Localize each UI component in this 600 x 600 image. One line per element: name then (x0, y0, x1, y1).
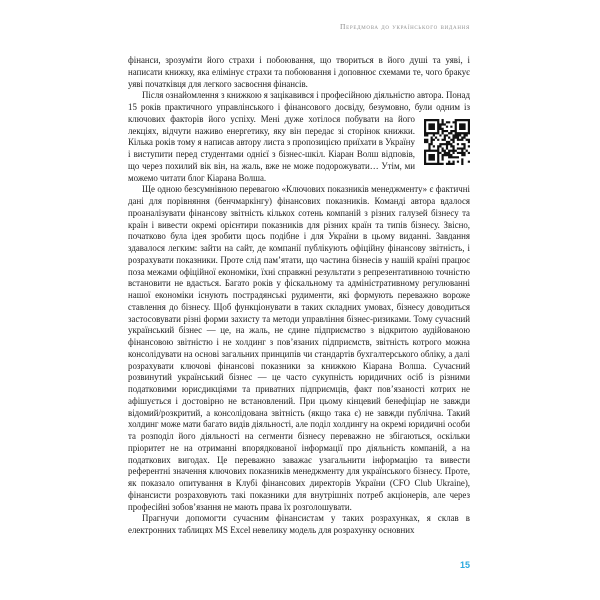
body-text (128, 55, 470, 537)
paragraph-text: Прагнучи допомогти сучасним фінансистам у таких розрахунках, я склав в електронних таблицях MS Excel невелику модель для розрахунку основних (128, 513, 470, 535)
page-number: 15 (459, 560, 470, 570)
running-head: Передмова до українського видання (340, 22, 470, 31)
paragraph (128, 513, 470, 537)
paragraph-text: фінанси, зрозуміти його страхи і побоювання, що твориться в його душі та уяві, і написати книжку, яка елімінує страхи та побоювання і доповнює схемами те, чого бракує уяві початківця для легкого засвоєння фінансів. (128, 55, 470, 89)
qr-code-icon (424, 119, 470, 165)
paragraph (128, 90, 470, 184)
paragraph-text: Після ознайомлення з книжкою я зацікавився і професійною діяльністю автора. Понад 15 років практичного управлінського і фінансового досвіду, безумовно, були одним із ключових факторів його успіху. Мені дуже хотілося побувати на його лекціях, відчути наживо енергетику, яку він передає зі сторінок книжки. Кілька років тому я написав автору листа з пропозицією приїхати в Україну і виступити перед студентами однієї з бізнес-шкіл. Кіаран Волш відповів, що через похилий вік він, на жаль, вже не може подорожувати… Утім, ми можемо читати блог Кіарана Волша. (128, 90, 470, 183)
paragraph (128, 184, 470, 513)
paragraph-text: Ще одною безсумнівною перевагою «Ключових показників менеджменту» є фактичні дані для порівняння (бенчмаркінгу) фінансових показників. Команді автора вдалося проаналізувати фінансову звітність кількох сотень компаній з різних галузей бізнесу та країн і вивести окремі орієнтири показників для різних країн та типів бізнесу. Звісно, початково була ідея зробити щось подібне і для України в цьому виданні. Завдання здавалося легким: зайти на сайт, де компанії публікують офіційну фінансову звітність, і розрахувати показники. Проте слід пам’ятати, що частина бізнесів у нашій країні працює поза межами офіційної економіки, їхні справжні результати з репрезентативною точністю встановити не вдасться. Багато років у фіскальному та адміністративному регулюванні нашої економіки існують пострадянські рудименти, які формують переважно вороже ставлення до бізнесу. Щоб функціонувати в таких складних умовах, бізнесу доводиться застосовувати різні форми захисту та методи управління бізнес-ризиками. Тому сучасний український бізнес — це, на жаль, не єдине підприємство з відкритою аудійованою фінансовою звітністю і не холдинг з пов’язаних підприємств, звітність котрого можна консолідувати на основі загальних принципів чи стандартів бухгалтерського обліку, а далі розрахувати ключові фінансові показники за книжкою Кіарана Волша. Сучасний розвинутий український бізнес — це часто сукупність юридичних осіб із різними податковими юрисдикціями та приватних підприємців, факт пов’язаності котрих не афішується і достовірно не встановлений. При цьому кінцевий бенефіціар не завжди відомий/розкритий, а консолідована звітність (якщо така є) не завжди публічна. Такий холдинг може мати багато видів діяльності, але поділ холдингу на окремі юридичні особи та розподіл його діяльності на сегменти бізнесу переважно не збігаються, оскільки пріоритет не на отриманні впорядкованої інформації про діяльність компаній, а на податкових вигодах. Це переважно заважає узагальнити інформацію та вивести референтні значення ключових показників менеджменту для українського бізнесу. Проте, як показало опитування в Клубі фінансових директорів України (CFO Club Ukraine), фінансисти розраховують такі показники для внутрішніх потреб акціонерів, але через професійні зобов’язання не мають права їх розголошувати. (128, 184, 470, 512)
paragraph (128, 55, 470, 90)
